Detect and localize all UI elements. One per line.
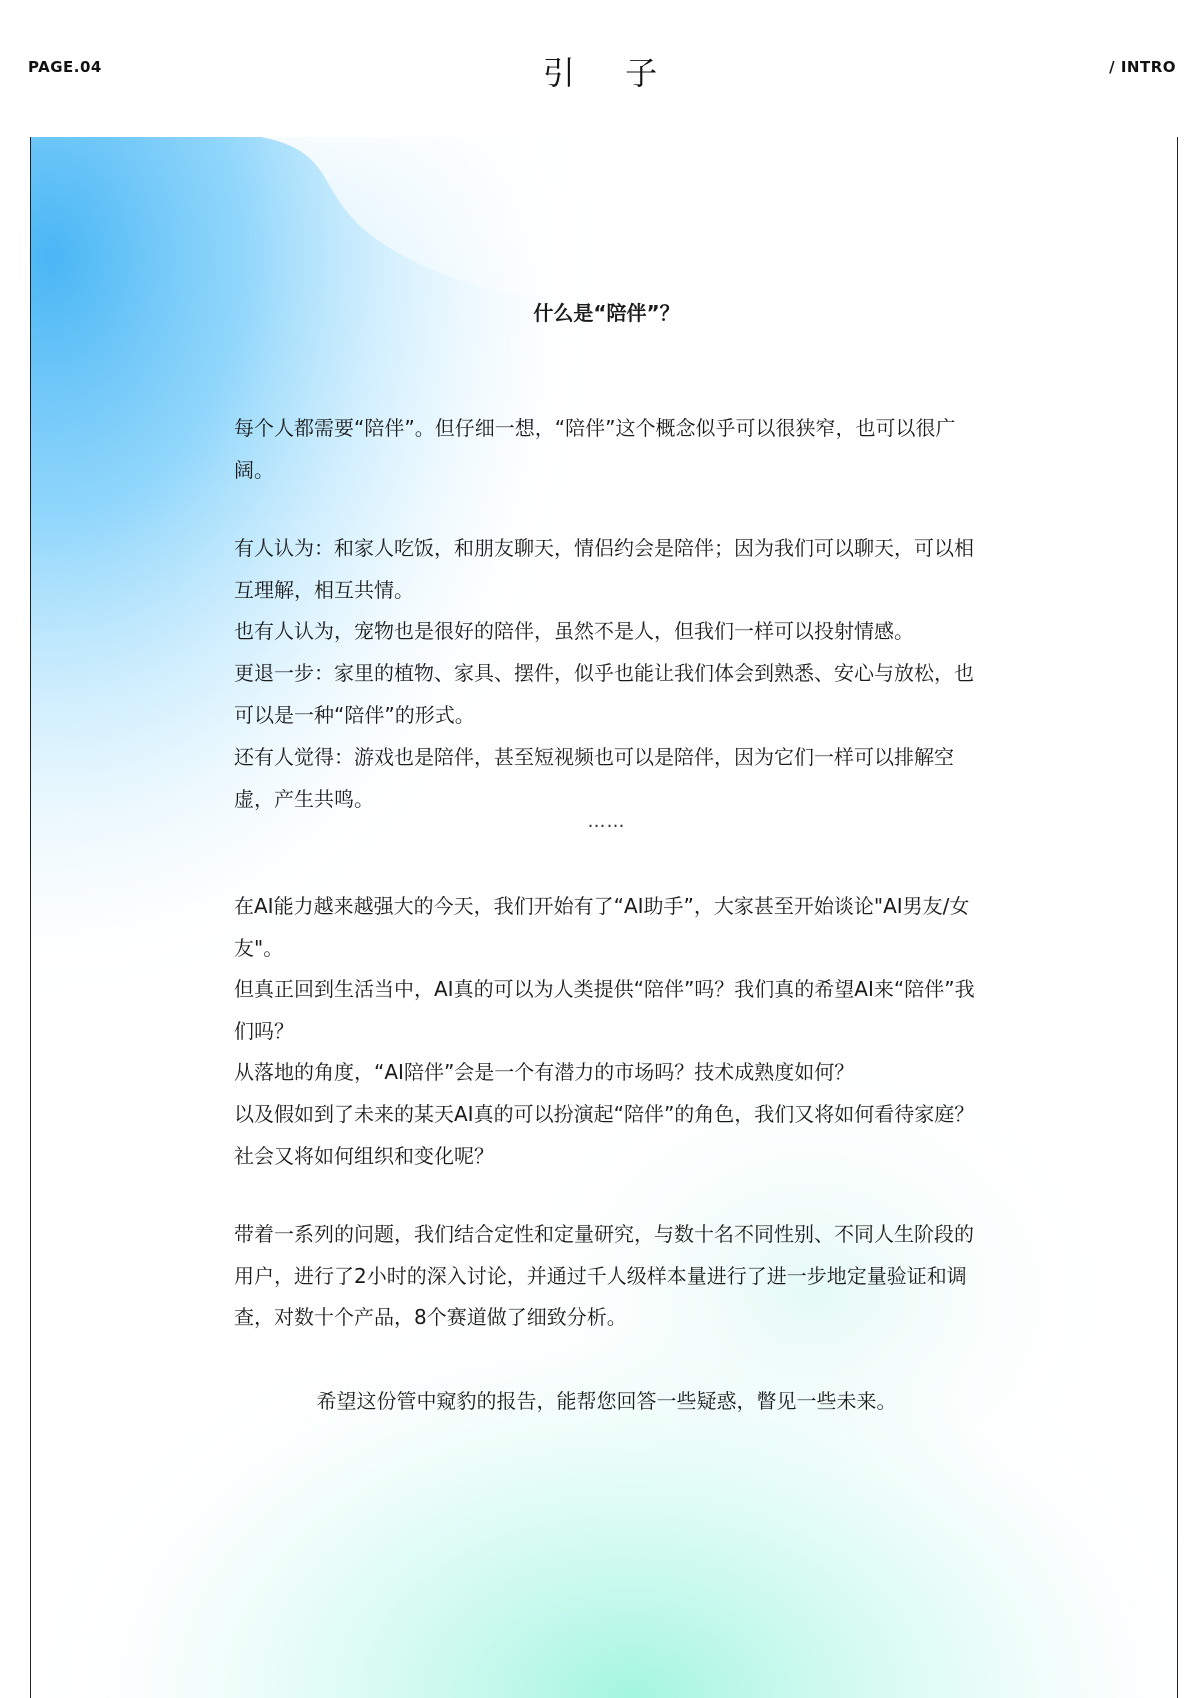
intro-content xyxy=(234,137,979,1698)
paragraph-future-question: 以及假如到了未来的某天AI真的可以扮演起“陪伴”的角色，我们又将如何看待家庭？社会又将如何组织和变化呢？ xyxy=(234,1102,975,1168)
paragraph-companionship-concept: 每个人都需要“陪伴”。但仔细一想，“陪伴”这个概念似乎可以很狭窄，也可以很广阔。 xyxy=(234,416,956,482)
paragraph-games-videos: 还有人觉得：游戏也是陪伴，甚至短视频也可以是陪伴，因为它们一样可以排解空虚，产生共鸣。 xyxy=(234,745,954,811)
closing-statement: 希望这份管中窥豹的报告，能帮您回答一些疑惑，瞥见一些未来。 xyxy=(316,1389,897,1413)
content-frame xyxy=(30,137,1178,1698)
section-tag: / INTRO xyxy=(1109,58,1176,76)
page-title: 引 子 xyxy=(542,54,678,92)
paragraph-market-question: 从落地的角度，“AI陪伴”会是一个有潜力的市场吗？技术成熟度如何？ xyxy=(234,1060,855,1084)
ellipsis-separator: …… xyxy=(587,811,626,832)
paragraph-people-companionship: 有人认为：和家人吃饭，和朋友聊天，情侣约会是陪伴；因为我们可以聊天，可以相互理解，相互共情。 xyxy=(234,536,974,602)
paragraph-objects: 更退一步：家里的植物、家具、摆件，似乎也能让我们体会到熟悉、安心与放松，也可以是一种“陪伴”的形式。 xyxy=(234,661,974,727)
section-heading: 什么是“陪伴”？ xyxy=(533,301,680,325)
paragraph-ai-question: 但真正回到生活当中，AI真的可以为人类提供“陪伴”吗？我们真的希望AI来“陪伴”我们吗？ xyxy=(234,977,975,1043)
paragraph-ai-assistant: 在AI能力越来越强大的今天，我们开始有了“AI助手”，大家甚至开始谈论"AI男友/女友"。 xyxy=(234,894,970,960)
paragraph-pets: 也有人认为，宠物也是很好的陪伴，虽然不是人，但我们一样可以投射情感。 xyxy=(234,619,914,643)
page-number-label: PAGE.04 xyxy=(28,58,102,76)
paragraph-research-method: 带着一系列的问题，我们结合定性和定量研究，与数十名不同性别、不同人生阶段的用户，进行了2小时的深入讨论，并通过千人级样本量进行了进一步地定量验证和调查，对数十个产品，8个赛道做了细致分析。 xyxy=(234,1222,974,1329)
